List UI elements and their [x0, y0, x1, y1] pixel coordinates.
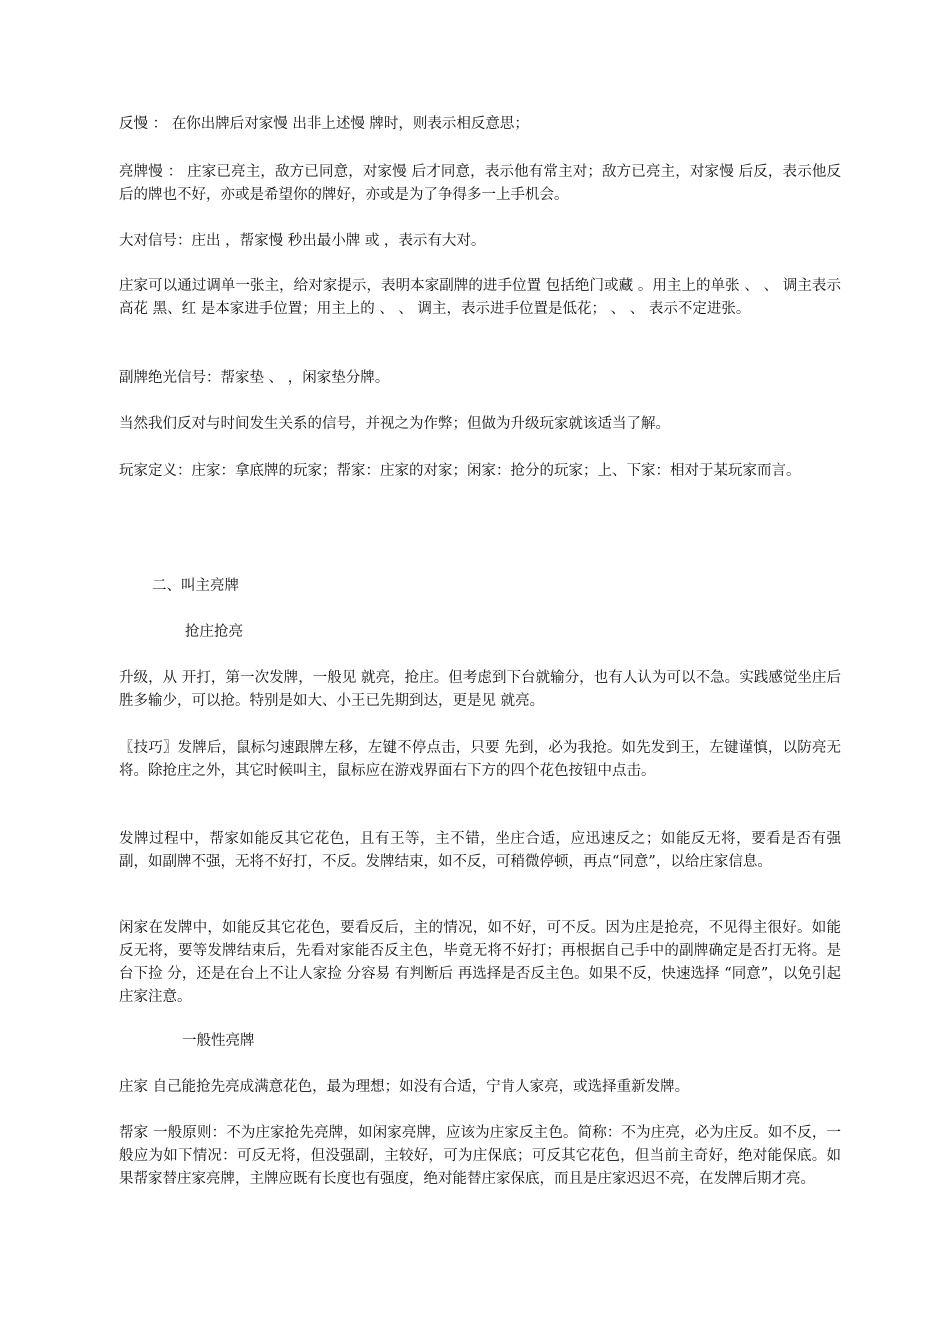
paragraph-upgrade-grab: 升级，从 开打，第一次发牌，一般见 就亮，抢庄。但考虑到下台就输分，也有人认为可以不急。实践感觉坐庄后胜多输少，可以抢。特别是如大、小王已先期到达，更是见 就亮。: [119, 670, 841, 709]
paragraph-big-pair-signal: 大对信号：庄出 ，帮家慢 秒出最小牌 或 ，表示有大对。: [119, 233, 486, 249]
section-heading-declare: 二、叫主亮牌: [152, 578, 239, 594]
paragraph-player-definition: 玩家定义：庄家：拿底牌的玩家；帮家：庄家的对家；闲家：抢分的玩家；上、下家：相对于某玩家而言。: [119, 463, 801, 479]
paragraph-reverse-slow: 反慢 ： 在你出牌后对家慢 出非上述慢 牌时，则表示相反意思；: [119, 116, 529, 132]
paragraph-tip: 〖技巧〗发牌后，鼠标匀速跟牌左移，左键不停点击，只要 先到，必为我抢。如先发到王，左键谨慎，以防亮无将。除抢庄之外，其它时候叫主，鼠标应在游戏界面右下方的四个花色按钮中点击。: [119, 740, 841, 779]
paragraph-partner-general: 帮家 一般原则：不为庄家抢先亮牌，如闲家亮牌，应该为庄家反主色。简称：不为庄亮，必为庄反。如不反，一般应为如下情况：可反无将，但没强副，主较好，可为庄保底；可反其它花色，但当前主奇好，绝对能保底。如果帮家替庄家亮牌，主牌应既有长度也有强度，绝对能替庄家保底，而且是庄家迟迟不亮，在发牌后期才亮。: [119, 1125, 841, 1187]
paragraph-trump-hint: 庄家可以通过调单一张主，给对家提示，表明本家副牌的进手位置 包括绝门或藏 。用主上的单张 、 、 调主表示高花 黑、红 是本家进手位置；用主上的 、 、 调主，表示进手位置是低花； 、 、 表示不定进张。: [119, 278, 841, 317]
paragraph-partner-during-deal: 发牌过程中，帮家如能反其它花色，且有王等，主不错，坐庄合适，应迅速反之；如能反无将，要看是否有强副，如副牌不强，无将不好打，不反。发牌结束，如不反，可稍微停顿，再点“同意”，以给庄家信息。: [119, 831, 841, 870]
subsection-heading-grab: 抢庄抢亮: [185, 624, 243, 640]
paragraph-void-signal: 副牌绝光信号：帮家垫 、 ，闲家垫分牌。: [119, 370, 390, 386]
paragraph-declare-slow: 亮牌慢 ： 庄家已亮主，敌方已同意，对家慢 后才同意，表示他有常主对；敌方已亮主，对家慢 后反，表示他反后的牌也不好，亦或是希望你的牌好，亦或是为了争得多一上手机会。: [119, 164, 841, 203]
paragraph-dealer-general: 庄家 自己能抢先亮成满意花色，最为理想；如没有合适，宁肯人家亮，或选择重新发牌。: [119, 1079, 690, 1095]
subsection-heading-general: 一般性亮牌: [182, 1033, 255, 1049]
paragraph-time-signal: 当然我们反对与时间发生关系的信号，并视之为作弊；但做为升级玩家就该适当了解。: [119, 416, 670, 432]
paragraph-opponent-during-deal: 闲家在发牌中，如能反其它花色，要看反后，主的情况，如不好，可不反。因为庄是抢亮，不见得主很好。如能反无将，要等发牌结束后，先看对家能否反主色，毕竟无将不好打；再根据自己手中的副牌确定是否打无将。是台下捡 分，还是在台上不让人家捡 分容易 有判断后 再选择是否反主色。如果不反，快速选择 “同意”，以免引起庄家注意。: [119, 920, 841, 1005]
